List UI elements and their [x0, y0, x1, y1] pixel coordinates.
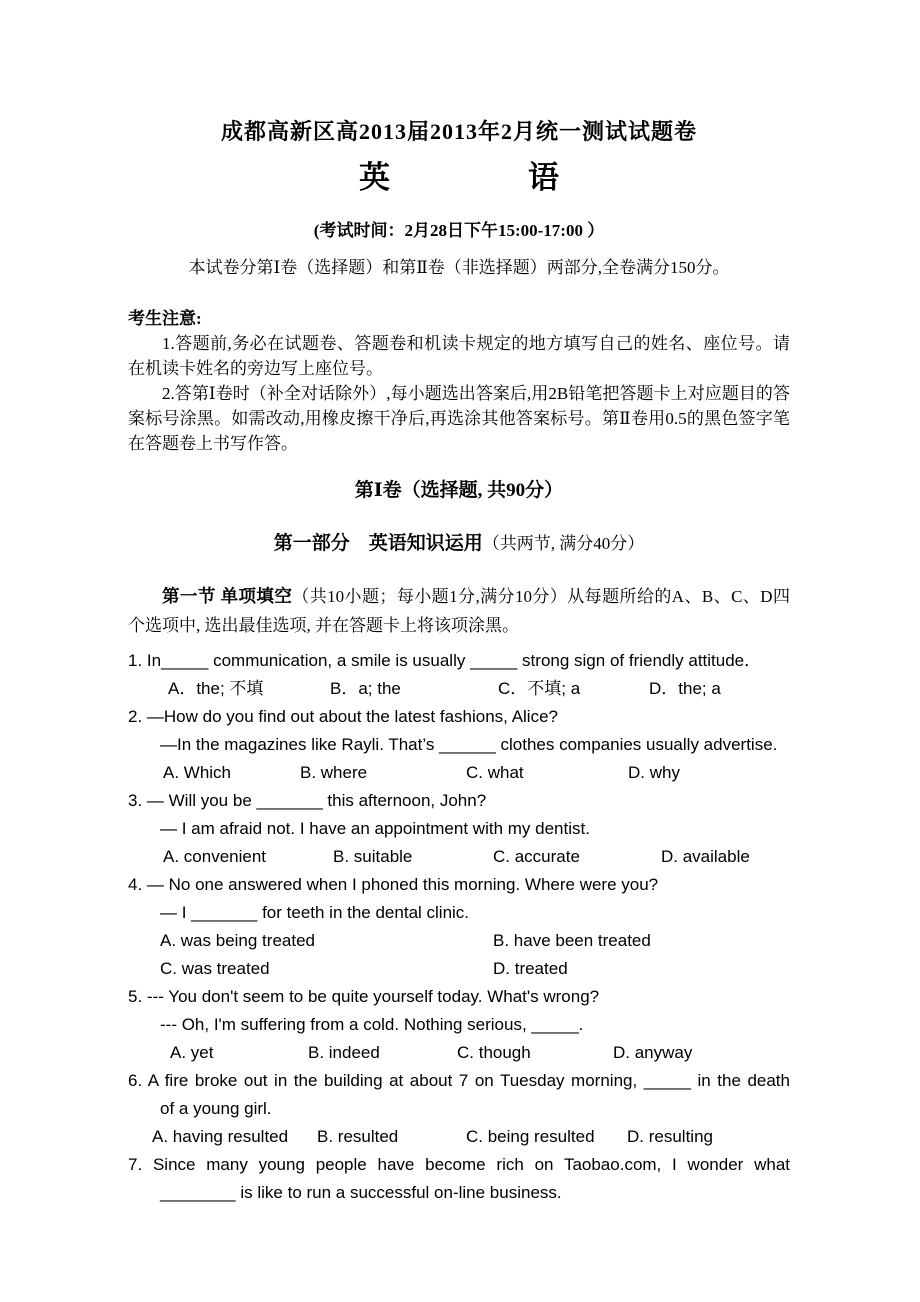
question-text-continued: ________ is like to run a successful on-line business.	[160, 1183, 562, 1202]
question-stem: —How do you find out about the latest fashions, Alice?	[146, 707, 558, 726]
subject-char-right: 语	[528, 160, 559, 195]
volume-1-heading: 第Ⅰ卷（选择题, 共90分）	[354, 480, 564, 501]
exam-time-line: (考试时间：2月28日下午15:00-17:00 ）	[313, 221, 605, 240]
option: B. where	[300, 763, 368, 782]
section-1-title: 第一节 单项填空	[162, 586, 293, 606]
question-6	[128, 1067, 790, 1151]
option: B. have been treated	[493, 931, 651, 950]
option: D. anyway	[613, 1043, 693, 1062]
option: C. though	[457, 1043, 531, 1062]
option: A. Which	[163, 763, 232, 782]
option: D．the; a	[649, 679, 721, 698]
question-stem: Since many young people have become rich on Taobao.com, I wonder what	[152, 1155, 790, 1174]
subject-char-left: 英	[359, 160, 390, 195]
question-number: 7.	[128, 1155, 153, 1174]
question-number: 3.	[128, 791, 147, 810]
option: B. suitable	[333, 847, 413, 866]
question-4	[128, 871, 790, 983]
option: A. yet	[170, 1043, 214, 1062]
option: C. being resulted	[466, 1127, 595, 1146]
option: B. resulted	[317, 1127, 399, 1146]
part-1-heading-title: 第一部分 英语知识运用	[273, 533, 483, 554]
option: A. convenient	[163, 847, 267, 866]
notice-item: 2.答第Ⅰ卷时（补全对话除外）,每小题选出答案后,用2B铅笔把答题卡上对应题目的答案标号涂黑。如需改动,用橡皮擦干净后,再选涂其他答案标号。第Ⅱ卷用0.5的黑色签字笔在答题卷上书写作答。	[128, 384, 790, 453]
option: C. what	[466, 763, 524, 782]
question-2	[128, 703, 790, 787]
options-row	[128, 927, 790, 955]
question-number: 6.	[128, 1071, 148, 1090]
option: D. treated	[493, 959, 568, 978]
options-row	[128, 675, 790, 703]
option: D. available	[661, 847, 750, 866]
options-row	[128, 955, 790, 983]
question-7	[128, 1151, 790, 1207]
option: A．the; 不填	[168, 679, 264, 698]
option: D. why	[628, 763, 680, 782]
option: B．a; the	[330, 679, 401, 698]
question-text	[128, 647, 790, 675]
question-number: 2.	[128, 707, 147, 726]
question-stem: --- You don't seem to be quite yourself today. What's wrong?	[146, 987, 600, 1006]
subject-title	[128, 158, 790, 198]
question-number: 4.	[128, 875, 147, 894]
option: B. indeed	[308, 1043, 380, 1062]
option: C. was treated	[160, 959, 270, 978]
question-stem: — No one answered when I phoned this morning. Where were you?	[146, 875, 659, 894]
page-content	[0, 118, 920, 1207]
options-row	[128, 1123, 790, 1151]
question-text	[128, 871, 790, 899]
notice-item: 1.答题前,务必在试题卷、答题卷和机读卡规定的地方填写自己的姓名、座位号。请在机读卡姓名的旁边写上座位号。	[128, 334, 790, 378]
notice-title: 考生注意:	[128, 309, 202, 328]
options-row	[128, 1039, 790, 1067]
part-1-heading	[128, 530, 790, 557]
question-text-continued: —In the magazines like Rayli. That’s ______ clothes companies usually advertise.	[160, 735, 778, 754]
questions-list	[128, 647, 790, 1207]
question-text-continued: of a young girl.	[160, 1099, 272, 1118]
part-1-heading-detail: （共两节, 满分40分）	[482, 534, 645, 553]
question-text	[128, 983, 790, 1011]
question-3	[128, 787, 790, 871]
question-number: 1.	[128, 651, 147, 670]
question-text	[128, 787, 790, 815]
options-row	[128, 843, 790, 871]
paper-info-line: 本试卷分第Ⅰ卷（选择题）和第Ⅱ卷（非选择题）两部分,全卷满分150分。	[188, 258, 730, 277]
question-text-continued: — I am afraid not. I have an appointment with my dentist.	[160, 819, 590, 838]
question-text	[128, 1151, 790, 1179]
question-text	[128, 703, 790, 731]
section-1-intro	[128, 582, 790, 640]
question-5	[128, 983, 790, 1067]
notice-block	[128, 306, 790, 456]
option: A. having resulted	[152, 1127, 289, 1146]
question-stem: A fire broke out in the building at about 7 on Tuesday morning, _____ in the death	[147, 1071, 790, 1090]
question-number: 5.	[128, 987, 147, 1006]
options-row	[128, 759, 790, 787]
option: A. was being treated	[160, 931, 315, 950]
option: C．不填; a	[498, 679, 581, 698]
option: C. accurate	[493, 847, 580, 866]
question-text-continued: — I _______ for teeth in the dental clinic.	[160, 903, 470, 922]
question-1	[128, 647, 790, 703]
question-stem: In_____ communication, a smile is usually _____ strong sign of friendly attitude．	[146, 651, 762, 670]
question-stem: — Will you be _______ this afternoon, John?	[146, 791, 487, 810]
page-title: 成都高新区高2013届2013年2月统一测试试题卷	[220, 119, 697, 144]
question-text-continued: --- Oh, I'm suffering from a cold. Nothing serious, _____.	[160, 1015, 584, 1034]
option: D. resulting	[627, 1127, 713, 1146]
question-text	[128, 1067, 790, 1095]
section-1-instructions: （共10小题；每小题1分,满分10分）从每题所给的A、B、C、D四个选项中, 选出最佳选项, 并在答题卡上将该项涂黑。	[128, 587, 791, 635]
